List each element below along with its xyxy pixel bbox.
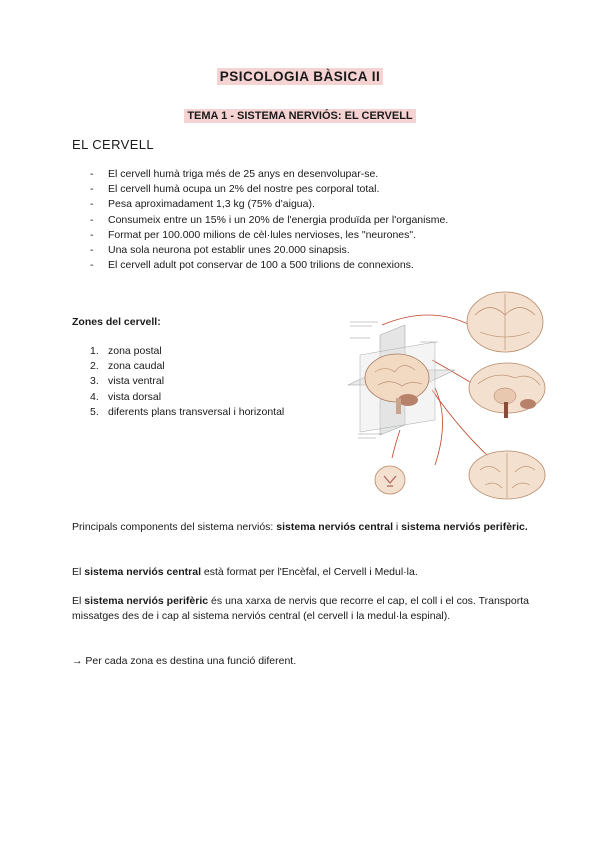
peripheral-post: és una xarxa de nervis que recorre el cap, el coll i el cos. Transporta missatges des de i cap al sistema nerviós central (el cervell i la medul·la espinal). — [72, 595, 529, 623]
components-connector: i — [393, 521, 402, 533]
zone-item — [72, 405, 284, 420]
zone-number: 2. — [90, 360, 99, 373]
spinal-section — [375, 466, 405, 494]
central-post: està format per l'Encèfal, el Cervell i Medul·la. — [201, 566, 418, 578]
fact-item: - Una sola neurona pot establir unes 20.000 sinapsis. — [72, 243, 542, 258]
fact-item: - Pesa aproximadament 1,3 kg (75% d'aigua). — [72, 197, 542, 212]
peripheral-term: sistema nerviós perifèric — [84, 595, 209, 607]
peripheral-pre: El — [72, 595, 85, 607]
fact-item: - El cervell adult pot conservar de 100 a 500 trilions de connexions. — [72, 258, 542, 273]
document-subtitle: TEMA 1 - SISTEMA NERVIÓS: EL CERVELL — [184, 109, 415, 123]
fact-item: - Format per 100.000 milions de cèl·lules nervioses, les "neurones". — [72, 228, 542, 243]
zone-item — [72, 374, 284, 389]
fact-item: - Consumeix entre un 15% i un 20% de l'energia produïda per l'organisme. — [72, 213, 542, 228]
title-row — [0, 68, 600, 86]
zone-label: vista dorsal — [108, 390, 162, 403]
document-title: PSICOLOGIA BÀSICA II — [217, 68, 384, 85]
horizontal-section-bottom — [469, 451, 545, 499]
components-paragraph — [72, 520, 529, 535]
zones-list — [72, 344, 284, 420]
zone-number: 1. — [90, 345, 99, 357]
brainstem-illustration — [396, 398, 401, 414]
coronal-section-top — [467, 292, 543, 352]
central-nervous-paragraph — [72, 565, 529, 580]
fact-item: - El cervell humà triga més de 25 anys en desenvolupar-se. — [72, 167, 542, 182]
zone-item — [72, 359, 284, 374]
components-term-central: sistema nerviós central — [276, 521, 393, 533]
zone-number: 5. — [90, 405, 99, 418]
brain-planes-figure — [340, 280, 565, 506]
components-text: Principals components del sistema nerviós: — [72, 521, 277, 533]
fact-item: - El cervell humà ocupa un 2% del nostre pes corporal total. — [72, 182, 542, 197]
brain-illustration — [365, 354, 429, 402]
zone-item — [72, 344, 284, 359]
facts-list — [72, 167, 542, 273]
peripheral-nervous-paragraph — [72, 594, 529, 624]
zones-heading: Zones del cervell: — [72, 316, 161, 328]
zone-item — [72, 390, 284, 405]
section-heading: EL CERVELL — [72, 137, 155, 152]
zone-label: vista ventral — [108, 375, 165, 388]
subtitle-row — [0, 106, 600, 124]
function-note-paragraph: → Per cada zona es destina una funció diferent. — [72, 655, 297, 667]
zone-label: diferents plans transversal i horizontal — [108, 405, 285, 418]
central-term: sistema nerviós central — [84, 566, 201, 578]
sagittal-section-middle — [469, 363, 545, 418]
central-pre: El — [72, 566, 85, 578]
zone-number: 3. — [90, 375, 99, 388]
zone-label: zona postal — [108, 345, 162, 357]
components-term-peripheral: sistema nerviós perifèric. — [401, 521, 528, 533]
zone-label: zona caudal — [108, 360, 165, 373]
zone-number: 4. — [90, 390, 99, 403]
